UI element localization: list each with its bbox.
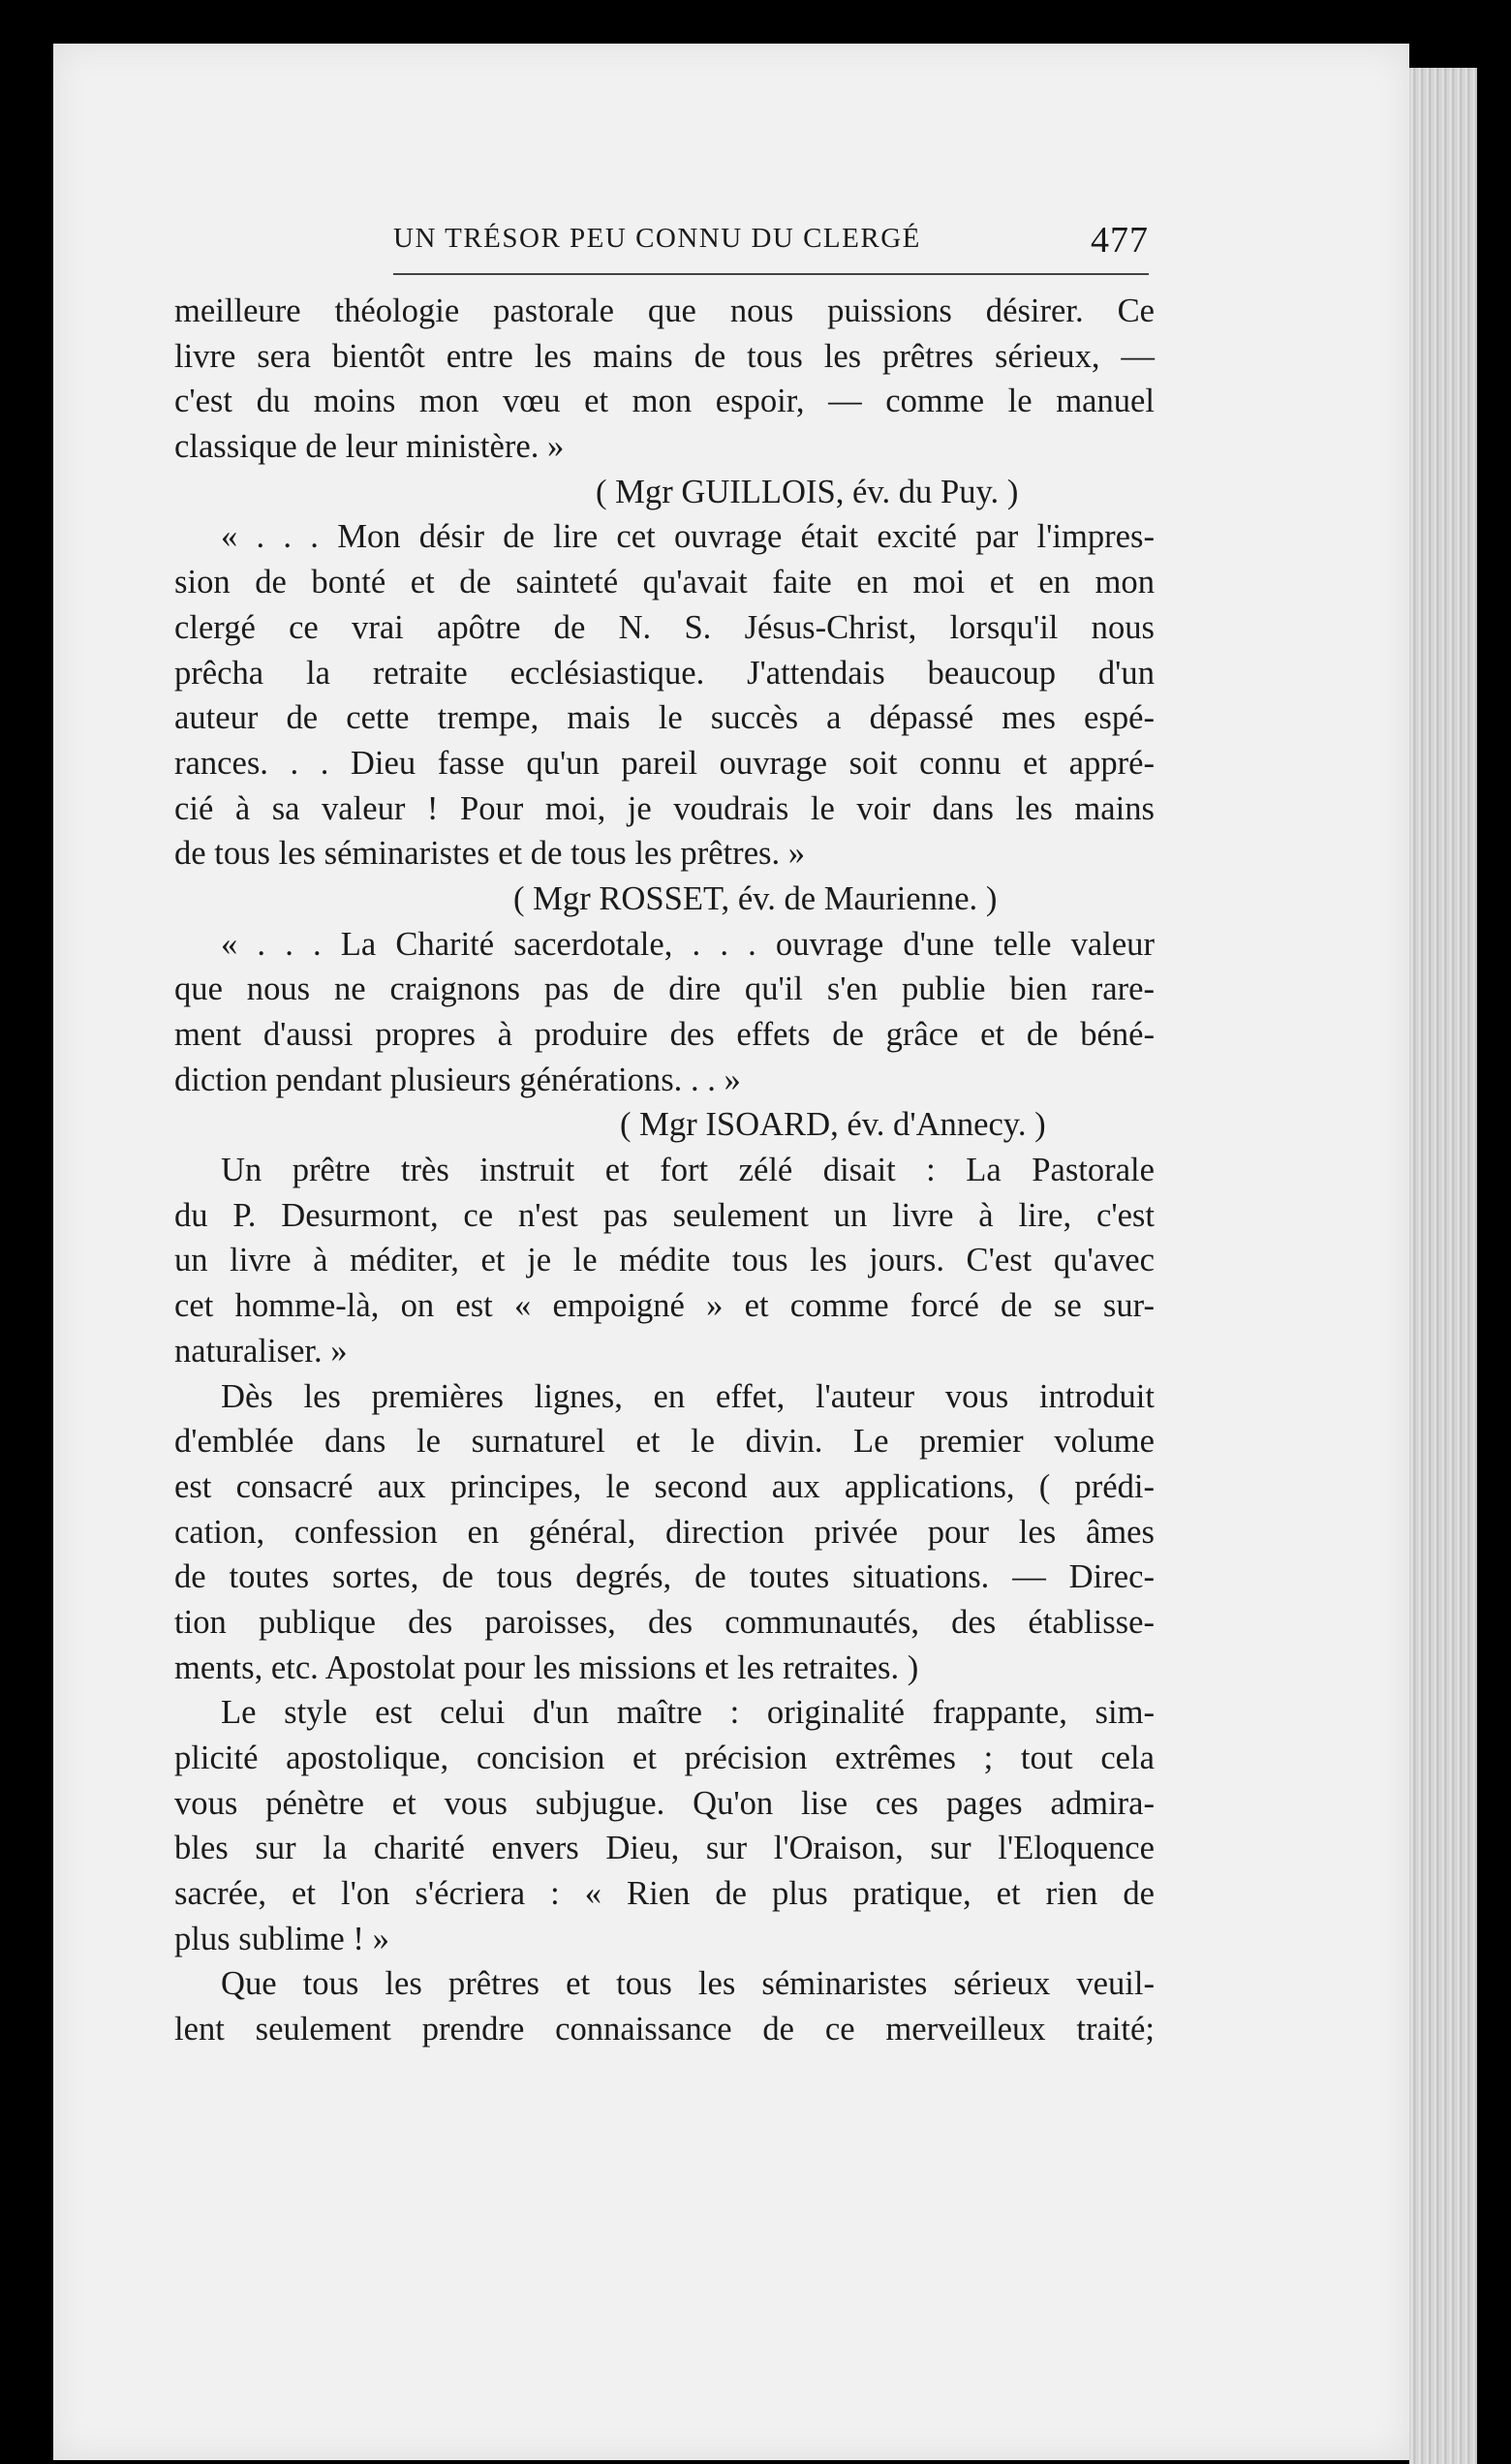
- text-line: cié à sa valeur ! Pour moi, je voudrais le voir dans les mains: [174, 789, 1155, 827]
- signature-line: ( Mgr GUILLOIS, év. du Puy. ): [596, 473, 1019, 510]
- page-edge: [1409, 68, 1477, 2464]
- text-line: Un prêtre très instruit et fort zélé disait : La Pastorale: [221, 1152, 1155, 1189]
- text-line: cation, confession en général, direction privée pour les âmes: [174, 1513, 1155, 1551]
- text-line: « . . . La Charité sacerdotale, . . . ouvrage d'une telle valeur: [221, 925, 1155, 963]
- text-line: meilleure théologie pastorale que nous puissions désirer. Ce: [174, 293, 1155, 329]
- signature-line: ( Mgr ROSSET, év. de Maurienne. ): [513, 879, 998, 917]
- text-line: bles sur la charité envers Dieu, sur l'Oraison, sur l'Eloquence: [174, 1830, 1155, 1867]
- text-line: Le style est celui d'un maître : originalité frappante, sim-: [221, 1694, 1155, 1732]
- text-line: de toutes sortes, de tous degrés, de toutes situations. — Direc-: [174, 1558, 1155, 1596]
- text-line: auteur de cette trempe, mais le succès a dépassé mes espé-: [174, 699, 1155, 737]
- text-line: que nous ne craignons pas de dire qu'il s'en publie bien rare-: [174, 970, 1155, 1008]
- text-line: d'emblée dans le surnaturel et le divin. Le premier volume: [174, 1423, 1155, 1461]
- running-title: UN TRÉSOR PEU CONNU DU CLERGÉ: [393, 223, 921, 254]
- text-line: Dès les premières lignes, en effet, l'auteur vous introduit: [221, 1377, 1155, 1415]
- text-line: classique de leur ministère. »: [174, 428, 565, 466]
- text-line: est consacré aux principes, le second aux applications, ( prédi-: [174, 1467, 1155, 1505]
- text-line: du P. Desurmont, ce n'est pas seulement un livre à lire, c'est: [174, 1196, 1155, 1234]
- text-line: sion de bonté et de sainteté qu'avait faite en moi et en mon: [174, 564, 1155, 601]
- header-rule: [393, 273, 1149, 275]
- running-header: [393, 220, 1149, 262]
- text-line: prêcha la retraite ecclésiastique. J'attendais beaucoup d'un: [174, 654, 1155, 692]
- text-line: un livre à méditer, et je le médite tous les jours. C'est qu'avec: [174, 1242, 1155, 1279]
- text-line: Que tous les prêtres et tous les séminaristes sérieux veuil-: [221, 1965, 1155, 2003]
- text-line: tion publique des paroisses, des communautés, des établisse-: [174, 1603, 1155, 1641]
- text-line: cet homme-là, on est « empoigné » et comme forcé de se sur-: [174, 1287, 1155, 1325]
- text-line: plicité apostolique, concision et précision extrêmes ; tout cela: [174, 1740, 1155, 1776]
- signature-line: ( Mgr ISOARD, év. d'Annecy. ): [620, 1106, 1046, 1144]
- text-line: c'est du moins mon vœu et mon espoir, — comme le manuel: [174, 383, 1155, 420]
- text-line: de tous les séminaristes et de tous les prêtres. »: [174, 835, 806, 873]
- text-line: sacrée, et l'on s'écriera : « Rien de plus pratique, et rien de: [174, 1875, 1155, 1913]
- text-line: « . . . Mon désir de lire cet ouvrage était excité par l'impres-: [221, 518, 1155, 556]
- text-line: vous pénètre et vous subjugue. Qu'on lise ces pages admira-: [174, 1784, 1155, 1822]
- text-line: livre sera bientôt entre les mains de tous les prêtres sérieux, —: [174, 337, 1155, 375]
- text-line: lent seulement prendre connaissance de ce merveilleux traité;: [174, 2011, 1155, 2048]
- text-line: ment d'aussi propres à produire des effets de grâce et de béné-: [174, 1016, 1155, 1053]
- text-line: clergé ce vrai apôtre de N. S. Jésus-Christ, lorsqu'il nous: [174, 608, 1155, 646]
- text-line: plus sublime ! »: [174, 1920, 389, 1957]
- text-line: diction pendant plusieurs générations. . . »: [174, 1061, 741, 1098]
- page-number: 477: [1091, 220, 1149, 261]
- text-line: naturaliser. »: [174, 1332, 348, 1370]
- text-line: ments, etc. Apostolat pour les missions et les retraites. ): [174, 1648, 919, 1686]
- body-text: [174, 289, 1155, 2052]
- text-line: rances. . . Dieu fasse qu'un pareil ouvrage soit connu et appré-: [174, 744, 1155, 782]
